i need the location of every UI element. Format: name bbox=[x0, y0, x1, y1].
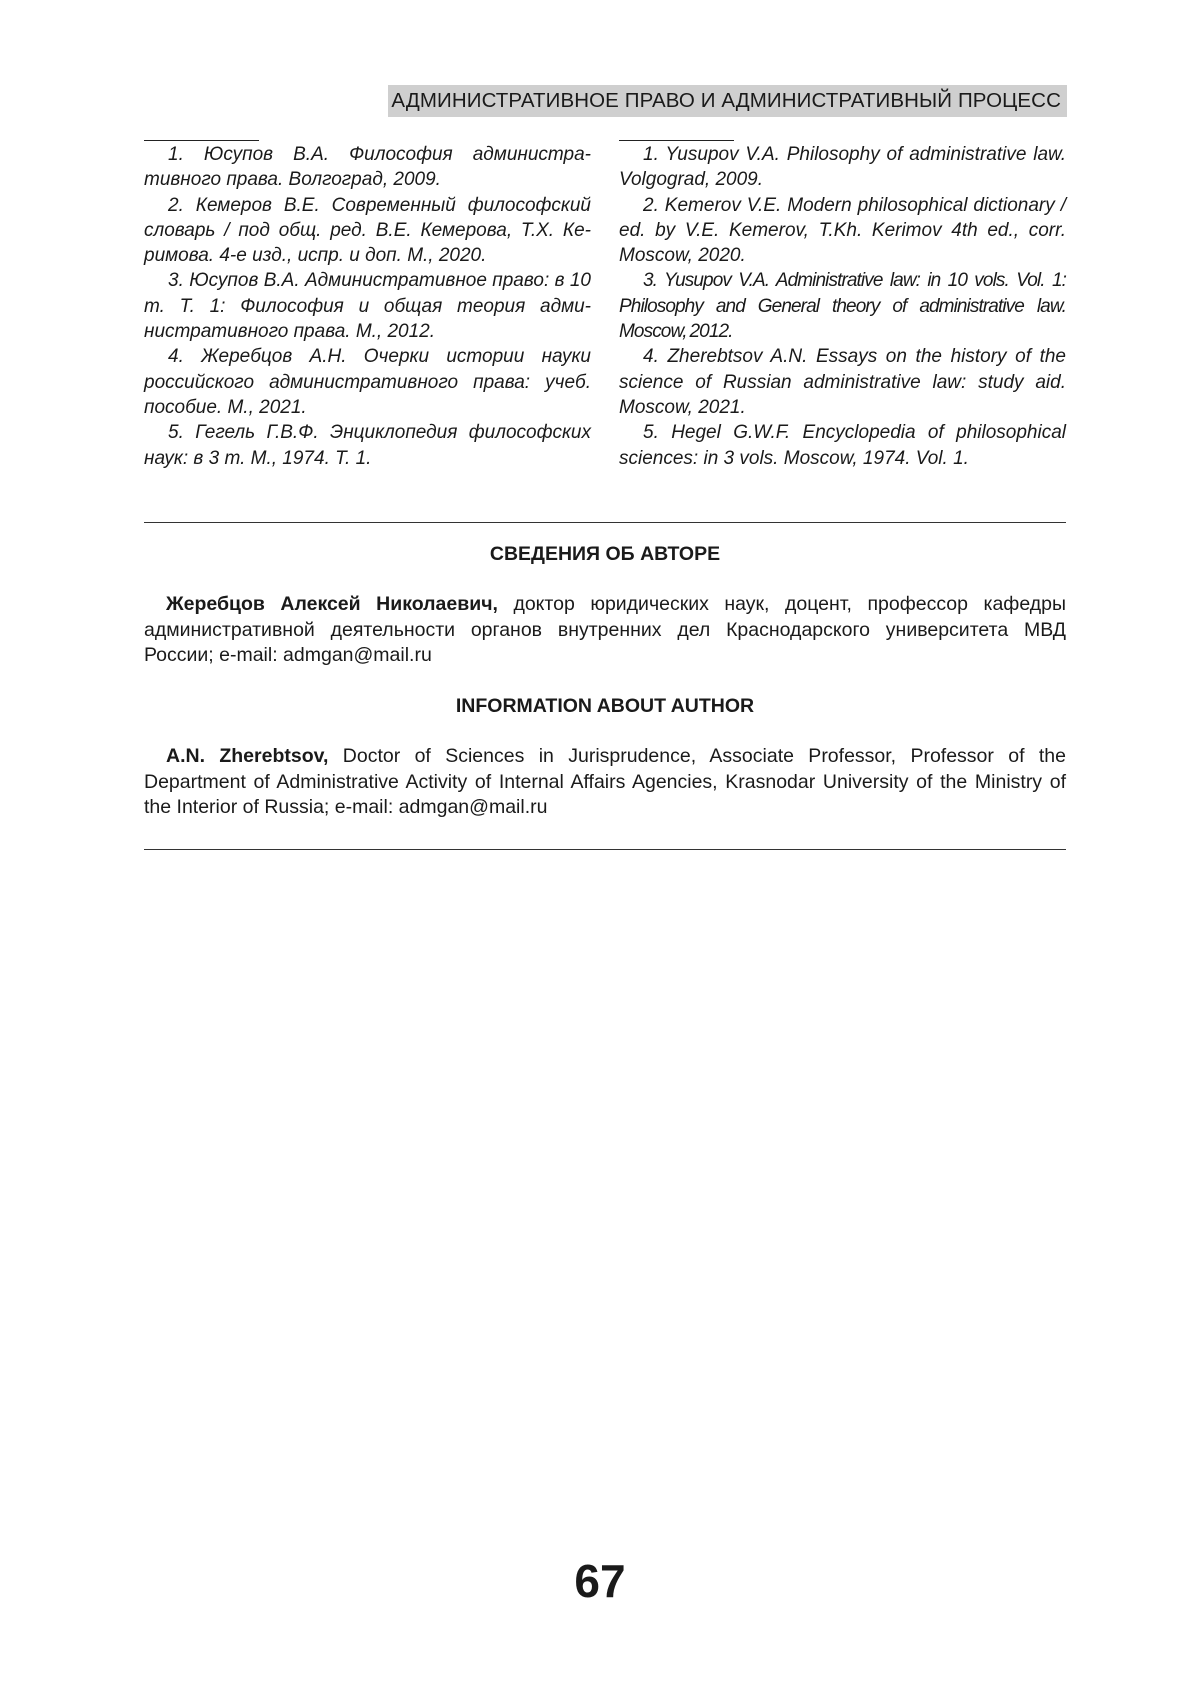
references-column-ru bbox=[144, 140, 591, 471]
author-details-en: Doctor of Sciences in Jurisprudence, Associate Professor, Professor of the Department of Administrative Activity of Internal Affairs Agencies, Krasnodar University of the Ministry of the Interior of Russia; e-mail: admgan@mail.ru bbox=[144, 745, 1066, 818]
reference-item: 4. Жеребцов А.Н. Очерки истории науки российского административного права: учеб. пособие. М., 2021. bbox=[144, 344, 591, 420]
references-column-en bbox=[619, 140, 1066, 471]
author-info-ru bbox=[144, 592, 1066, 669]
reference-item: 1. Yusupov V.A. Philosophy of administrative law. Volgograd, 2009. bbox=[619, 142, 1066, 193]
author-info-en bbox=[144, 744, 1066, 821]
author-details-ru: доктор юридических наук, доцент, профессор кафедры административной деятельности органов внутренних дел Краснодарского университета МВД России; e-mail: admgan@mail.ru bbox=[144, 593, 1066, 666]
reference-item: 3. Yusupov V.A. Administrative law: in 10 vols. Vol. 1: Philosophy and General theory of administrative law. Moscow, 2012. bbox=[619, 268, 1066, 344]
reference-list-ru bbox=[144, 142, 591, 471]
page-number: 67 bbox=[0, 1553, 1200, 1609]
reference-item: 5. Hegel G.W.F. Encyclopedia of philosophical sciences: in 3 vols. Moscow, 1974. Vol. 1. bbox=[619, 420, 1066, 471]
footnote-rule bbox=[619, 140, 734, 141]
author-heading-ru: СВЕДЕНИЯ ОБ АВТОРЕ bbox=[144, 541, 1066, 567]
section-divider bbox=[144, 849, 1066, 850]
author-name-ru: Жеребцов Алексей Николаевич, bbox=[166, 593, 498, 615]
running-header: АДМИНИСТРАТИВНОЕ ПРАВО И АДМИНИСТРАТИВНЫЙ ПРОЦЕСС bbox=[388, 85, 1067, 117]
reference-item: 2. Kemerov V.E. Modern philosophical dictionary / ed. by V.E. Kemerov, T.Kh. Kerimov 4th ed., corr. Moscow, 2020. bbox=[619, 193, 1066, 269]
reference-item: 4. Zherebtsov A.N. Essays on the history of the science of Russian administrative law: study aid. Moscow, 2021. bbox=[619, 344, 1066, 420]
author-heading-en: INFORMATION ABOUT AUTHOR bbox=[144, 693, 1066, 719]
reference-item: 1. Юсупов В.А. Философия администра­тивного права. Волгоград, 2009. bbox=[144, 142, 591, 193]
footnote-rule bbox=[144, 140, 259, 141]
section-divider bbox=[144, 522, 1066, 523]
reference-list-en bbox=[619, 142, 1066, 471]
reference-item: 5. Гегель Г.В.Ф. Энциклопедия философских наук: в 3 т. М., 1974. Т. 1. bbox=[144, 420, 591, 471]
author-name-en: A.N. Zherebtsov, bbox=[166, 745, 328, 767]
reference-item: 3. Юсупов В.А. Административное право: в 10 т. Т. 1: Философия и общая теория адми­нистративного права. М., 2012. bbox=[144, 268, 591, 344]
reference-item: 2. Кемеров В.Е. Современный философский словарь / под общ. ред. В.Е. Кемерова, Т.Х. Ке­римова. 4-е изд., испр. и доп. М., 2020. bbox=[144, 193, 591, 269]
